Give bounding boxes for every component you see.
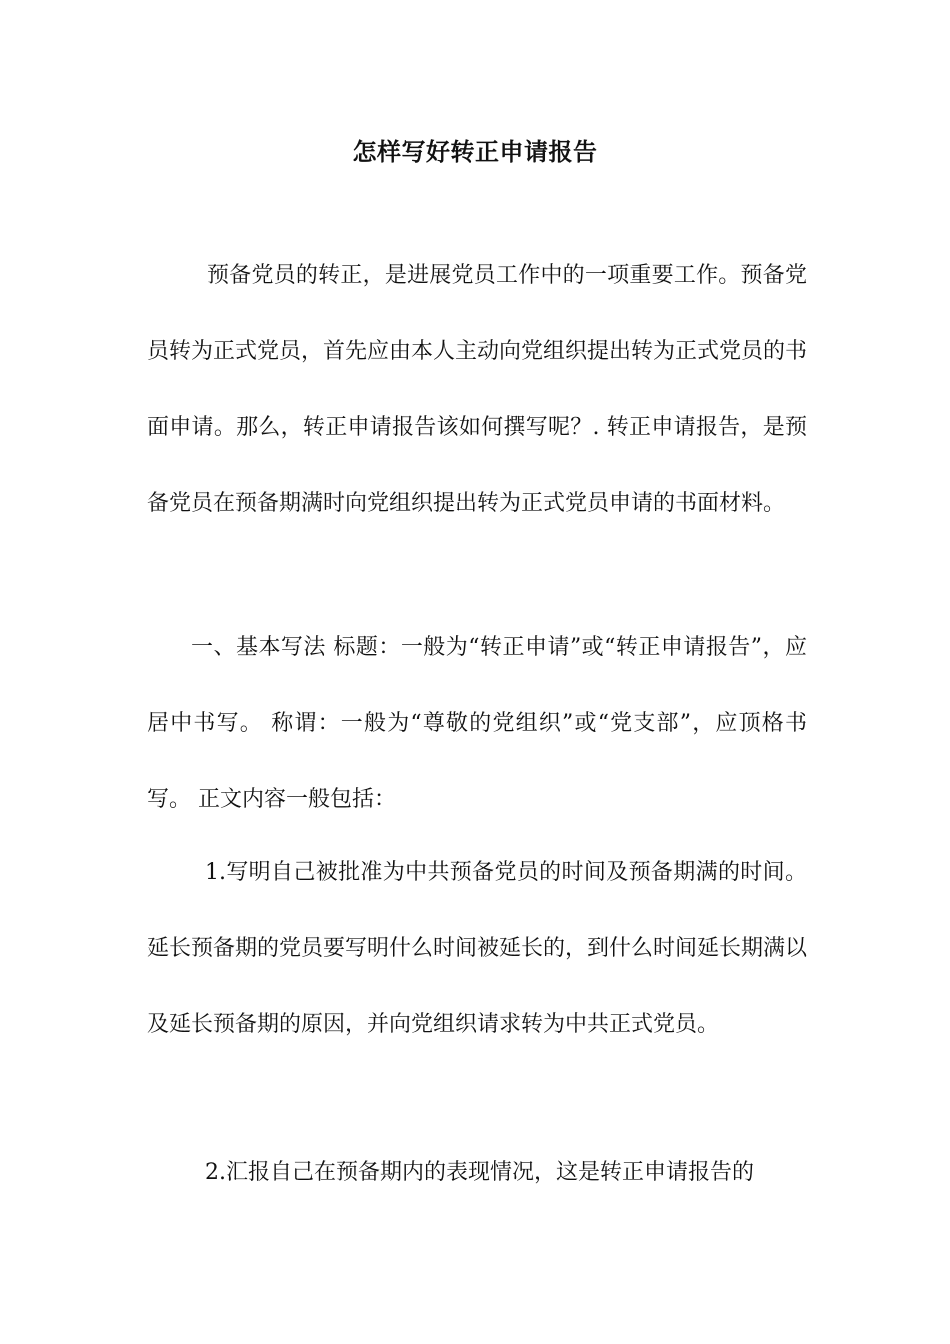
paragraph-intro: 预备党员的转正，是进展党员工作中的一项重要工作。预备党员转为正式党员，首先应由本人主动向党组织提出转为正式党员的书面申请。那么，转正申请报告该如何撰写呢？. 转正申请报告，是预备党员在预备期满时向党组织提出转为正式党员申请的书面材料。: [147, 263, 808, 516]
paragraph-item-2: 2.汇报自己在预备期内的表现情况，这是转正申请报告的: [205, 1160, 754, 1185]
paragraph-item-1: 1.写明自己被批准为中共预备党员的时间及预备期满的时间。延长预备期的党员要写明什么时间被延长的，到什么时间延长期满以及延长预备期的原因，并向党组织请求转为中共正式党员。: [147, 860, 808, 1037]
document-title: 怎样写好转正申请报告: [352, 137, 598, 166]
paragraph-basic-writing: 一、基本写法 标题：一般为“转正申请”或“转正申请报告”，应居中书写。 称谓：一般为“尊敬的党组织”或“党支部”，应顶格书写。 正文内容一般包括：: [147, 635, 807, 812]
